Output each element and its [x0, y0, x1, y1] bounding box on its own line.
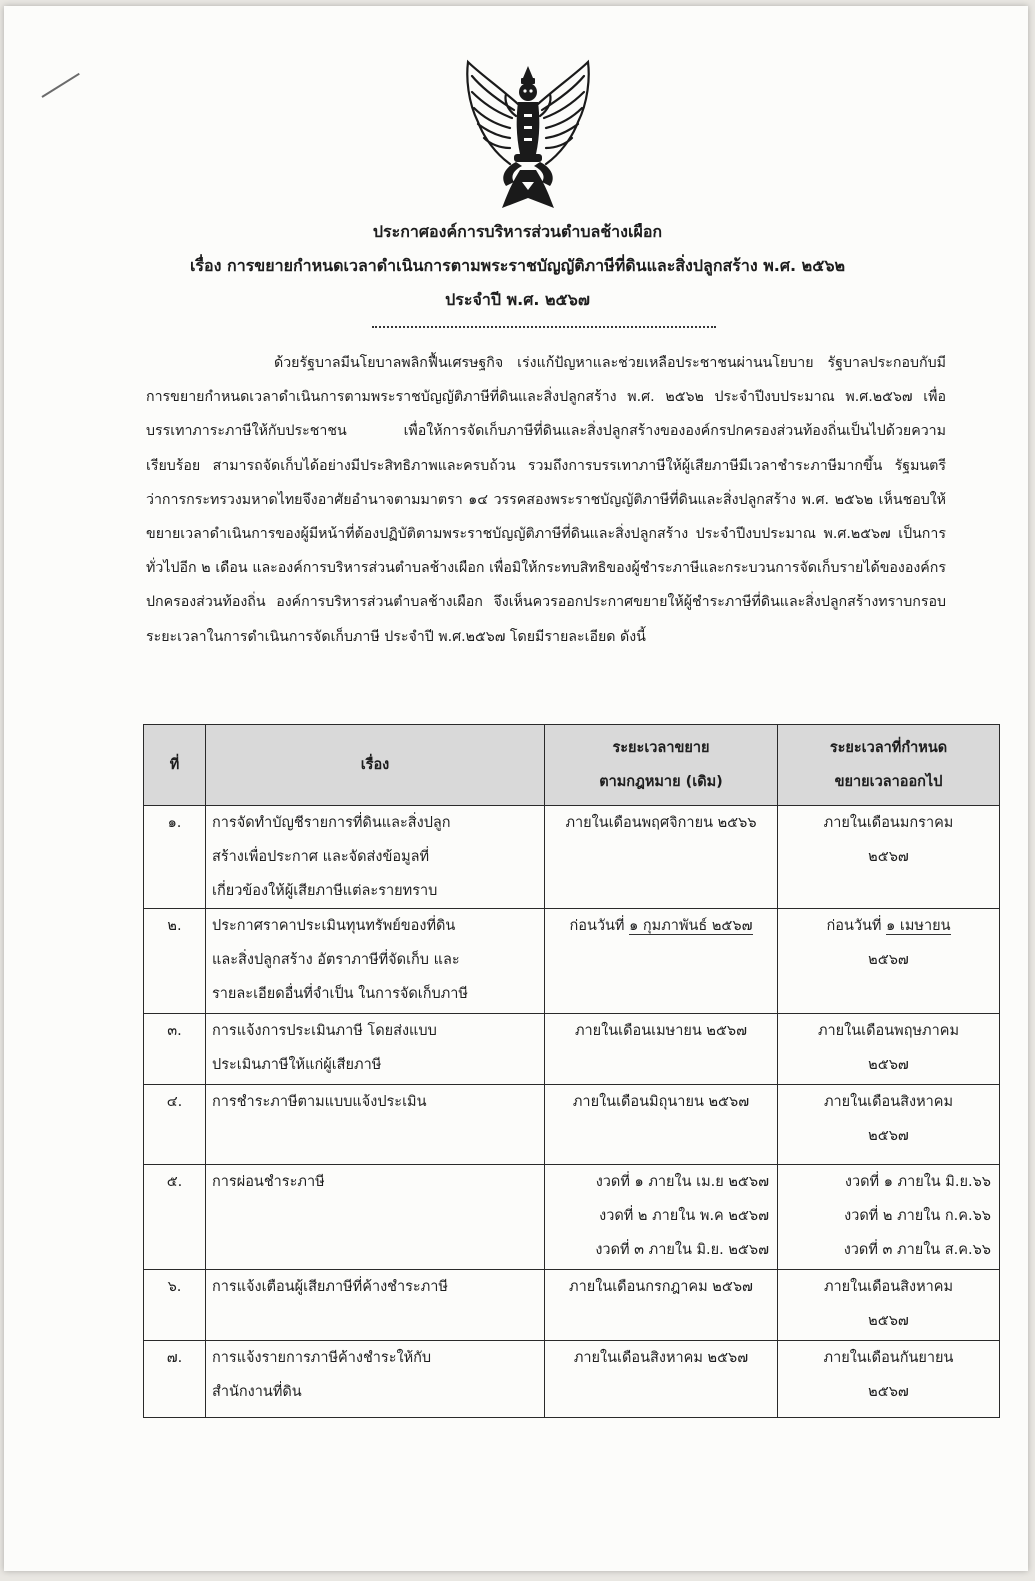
row-extended-period	[778, 1014, 1000, 1085]
row-original-period	[545, 1014, 778, 1085]
table-row	[144, 909, 1000, 1014]
table-row	[144, 1014, 1000, 1085]
original-date-underlined: ๑ กุมภาพันธ์ ๒๕๖๗	[629, 918, 753, 934]
original-line	[551, 909, 771, 943]
subject-line: การแจ้งเตือนผู้เสียภาษีที่ค้างชำระภาษี	[212, 1279, 448, 1295]
row-original-period	[545, 1085, 778, 1165]
subject-line: การจัดทำบัญชีรายการที่ดินและสิ่งปลูก	[212, 815, 451, 831]
row-subject	[206, 1341, 545, 1418]
header-subject: เรื่อง	[206, 725, 545, 806]
original-prefix: ก่อนวันที่	[569, 918, 630, 934]
table-row	[144, 1341, 1000, 1418]
subject-line: การผ่อนชำระภาษี	[212, 1174, 325, 1190]
garuda-emblem-icon	[460, 58, 596, 214]
extended-line: ภายในเดือนกันยายน	[823, 1350, 954, 1366]
extended-line: ภายในเดือนสิงหาคม	[823, 1279, 954, 1295]
header-no: ที่	[144, 725, 206, 806]
row-extended-period	[778, 1165, 1000, 1270]
subject-line: ประเมินภาษีให้แก่ผู้เสียภาษี	[212, 1057, 382, 1073]
extended-date-underlined: ๑ เมษายน	[886, 918, 951, 934]
header-extended-line-2: ขยายเวลาออกไป	[834, 774, 943, 790]
header-extended-line-1: ระยะเวลาที่กำหนด	[829, 740, 948, 756]
dotted-divider	[372, 326, 716, 328]
row-subject	[206, 1165, 545, 1270]
announcement-subject: เรื่อง การขยายกำหนดเวลาดำเนินการตามพระราชบัญญัติภาษีที่ดินและสิ่งปลูกสร้าง พ.ศ. ๒๕๖๒	[189, 256, 846, 275]
row-subject	[206, 1085, 545, 1165]
row-original-period	[545, 806, 778, 909]
original-line: ภายในเดือนพฤศจิกายน ๒๕๖๖	[565, 815, 757, 831]
row-subject	[206, 806, 545, 909]
table-row	[144, 806, 1000, 909]
table-row	[144, 1165, 1000, 1270]
extended-line: งวดที่ ๓ ภายใน ส.ค.๖๖	[843, 1242, 991, 1258]
original-line: งวดที่ ๓ ภายใน มิ.ย. ๒๕๖๗	[595, 1242, 769, 1258]
original-line: ภายในเดือนกรกฎาคม ๒๕๖๗	[569, 1279, 753, 1295]
extended-line	[784, 909, 993, 943]
subject-line: รายละเอียดอื่นที่จำเป็น ในการจัดเก็บภาษี	[212, 986, 468, 1002]
extended-line: ๒๕๖๗	[868, 1057, 909, 1073]
subject-line: การชำระภาษีตามแบบแจ้งประเมิน	[212, 1094, 427, 1110]
schedule-table	[143, 724, 1000, 1418]
announcement-year: ประจำปี พ.ศ. ๒๕๖๗	[445, 290, 590, 309]
row-number: ๕.	[144, 1165, 206, 1270]
original-line: ภายในเดือนสิงหาคม ๒๕๖๗	[573, 1350, 749, 1366]
extended-line: ๒๕๖๗	[868, 1128, 909, 1144]
extended-line: ๒๕๖๗	[868, 849, 909, 865]
extended-line: ภายในเดือนสิงหาคม	[823, 1094, 954, 1110]
row-number: ๔.	[144, 1085, 206, 1165]
extended-line: ภายในเดือนพฤษภาคม	[817, 1023, 960, 1039]
extended-line: ๒๕๖๗	[868, 952, 909, 968]
table-row	[144, 1085, 1000, 1165]
body-paragraph: ด้วยรัฐบาลมีนโยบาลพลิกฟื้นเศรษฐกิจ เร่งแก้ปัญหาและช่วยเหลือประชาชนผ่านนโยบาย รัฐบาลประกอบกับมีการขยายกำหนดเวลาดำเนินการตามพระราชบัญญัติภาษีที่ดินและสิ่งปลูกสร้าง พ.ศ. ๒๕๖๒ ประจำปีงบประมาณ พ.ศ.๒๕๖๗ เพื่อบรรเทาภาระภาษีให้กับประชาชน เพื่อให้การจัดเก็บภาษีที่ดินและสิ่งปลูกสร้างขององค์กรปกครองส่วนท้องถิ่นเป็นไปด้วยความเรียบร้อย สามารถจัดเก็บได้อย่างมีประสิทธิภาพและครบถ้วน รวมถึงการบรรเทาภาษีให้ผู้เสียภาษีมีเวลาชำระภาษีมากขึ้น รัฐมนตรีว่าการกระทรวงมหาดไทยจึงอาศัยอำนาจตามมาตรา ๑๔ วรรคสองพระราชบัญญัติภาษีที่ดินและสิ่งปลูกสร้าง พ.ศ. ๒๕๖๒ เห็นชอบให้ขยายเวลาดำเนินการของผู้มีหน้าที่ต้องปฏิบัติตามพระราชบัญญัติภาษีที่ดินและสิ่งปลูกสร้าง ประจำปีงบประมาณ พ.ศ.๒๕๖๗ เป็นการทั่วไปอีก ๒ เดือน และองค์การบริหารส่วนตำบลช้างเผือก เพื่อมิให้กระทบสิทธิของผู้ชำระภาษีและกระบวนการจัดเก็บรายได้ขององค์กรปกครองส่วนท้องถิ่น องค์การบริหารส่วนตำบลช้างเผือก จึงเห็นควรออกประกาศขยายให้ผู้ชำระภาษีที่ดินและสิ่งปลูกสร้างทราบกรอบระยะเวลาในการดำเนินการจัดเก็บภาษี ประจำปี พ.ศ.๒๕๖๗ โดยมีรายละเอียด ดังนี้	[146, 355, 946, 645]
extended-line: งวดที่ ๒ ภายใน ก.ค.๖๖	[844, 1208, 991, 1224]
row-original-period	[545, 1165, 778, 1270]
header-original-period	[545, 725, 778, 806]
extended-line: ภายในเดือนมกราคม	[823, 815, 954, 831]
original-line: งวดที่ ๑ ภายใน เม.ย ๒๕๖๗	[595, 1174, 769, 1190]
extended-line: ๒๕๖๗	[868, 1313, 909, 1329]
row-extended-period	[778, 1085, 1000, 1165]
row-extended-period	[778, 909, 1000, 1014]
original-line: ภายในเดือนเมษายน ๒๕๖๗	[574, 1023, 748, 1039]
subject-line: การแจ้งรายการภาษีค้างชำระให้กับ	[212, 1350, 432, 1366]
row-original-period	[545, 1270, 778, 1341]
row-original-period	[545, 909, 778, 1014]
header-original-line-2: ตามกฎหมาย (เดิม)	[599, 774, 723, 790]
row-extended-period	[778, 1270, 1000, 1341]
row-number: ๗.	[144, 1341, 206, 1418]
subject-line: ประกาศราคาประเมินทุนทรัพย์ของที่ดิน	[212, 918, 456, 934]
row-original-period	[545, 1341, 778, 1418]
extended-prefix: ก่อนวันที่	[826, 918, 887, 934]
row-subject	[206, 1270, 545, 1341]
table-header-row	[144, 725, 1000, 806]
row-extended-period	[778, 1341, 1000, 1418]
extended-line: งวดที่ ๑ ภายใน มิ.ย.๖๖	[844, 1174, 991, 1190]
original-line: ภายในเดือนมิถุนายน ๒๕๖๗	[572, 1094, 750, 1110]
header-extended-period	[778, 725, 1000, 806]
subject-line: สำนักงานที่ดิน	[212, 1384, 302, 1400]
subject-line: เกี่ยวข้องให้ผู้เสียภาษีแต่ละรายทราบ	[212, 883, 438, 899]
header-original-line-1: ระยะเวลาขยาย	[612, 740, 710, 756]
row-number: ๖.	[144, 1270, 206, 1341]
pen-mark	[41, 73, 79, 98]
row-number: ๒.	[144, 909, 206, 1014]
subject-line: สร้างเพื่อประกาศ และจัดส่งข้อมูลที่	[212, 849, 430, 865]
row-subject	[206, 909, 545, 1014]
row-extended-period	[778, 806, 1000, 909]
row-number: ๓.	[144, 1014, 206, 1085]
subject-line: การแจ้งการประเมินภาษี โดยส่งแบบ	[212, 1023, 437, 1039]
original-line: งวดที่ ๒ ภายใน พ.ค ๒๕๖๗	[599, 1208, 769, 1224]
row-subject	[206, 1014, 545, 1085]
announcement-title: ประกาศองค์การบริหารส่วนตำบลช้างเผือก	[372, 222, 663, 241]
extended-line: ๒๕๖๗	[868, 1384, 909, 1400]
table-row	[144, 1270, 1000, 1341]
row-number: ๑.	[144, 806, 206, 909]
subject-line: และสิ่งปลูกสร้าง อัตราภาษีที่จัดเก็บ และ	[212, 952, 460, 968]
